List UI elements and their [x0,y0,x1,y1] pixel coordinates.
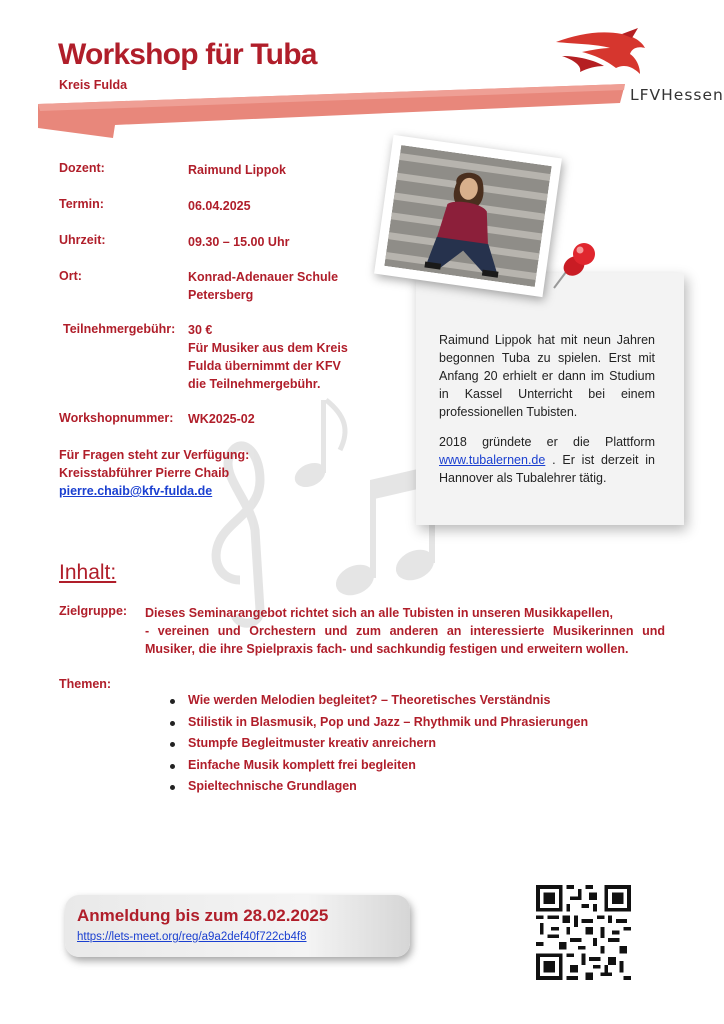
contact-block [59,446,249,500]
zielgruppe-rest: - vereinen und Orchestern und zum anderen an interessierte Musikerinnen und Musiker, die ihre Spielpraxis fach- und sachkundig festigen und erweitern wollen. [145,624,665,656]
anmeldung-title: Anmeldung bis zum 28.02.2025 [77,906,329,925]
contact-email-link[interactable]: pierre.chaib@kfv-fulda.de [59,484,213,498]
dozent-label: Dozent: [59,161,105,175]
zielgruppe-text [145,604,665,658]
gebuehr-note-1: Für Musiker aus dem Kreis [188,341,348,355]
bio-para2-post: . Er ist derzeit in Hannover als Tubalehrer tätig. [439,453,655,485]
bio-paragraph-2 [439,433,655,487]
inhalt-heading: Inhalt: [59,561,117,584]
themen-item: Spieltechnische Grundlagen [168,779,588,801]
contact-line-1: Für Fragen steht zur Verfügung: [59,448,250,462]
themen-label: Themen: [59,677,112,691]
gebuehr-amount: 30 € [188,323,213,337]
ort-line-2: Petersberg [188,288,254,302]
anmeldung-link[interactable]: https://lets-meet.org/reg/a9a2def40f722cb4f8 [77,931,307,943]
uhrzeit-label: Uhrzeit: [59,233,106,247]
ort-line-1: Konrad-Adenauer Schule [188,270,339,284]
zielgruppe-line-1: Dieses Seminarangebot richtet sich an alle Tubisten in unseren Musikkapellen, [145,606,613,620]
themen-item: Wie werden Melodien begleitet? – Theoretisches Verständnis [168,693,588,715]
themen-item: Einfache Musik komplett frei begleiten [168,758,588,780]
termin-value: 06.04.2025 [188,199,251,213]
themen-item: Stumpfe Begleitmuster kreativ anreichern [168,736,588,758]
bio-paragraph-1: Raimund Lippok hat mit neun Jahren begonnen Tuba zu spielen. Erst mit Anfang 20 erhielt er dann im Studium in Kassel Unterricht bei einem professionellen Tubisten. [439,333,655,419]
bio-para2-pre: 2018 gründete er die Plattform [439,435,655,449]
contact-line-2: Kreisstabführer Pierre Chaib [59,466,230,480]
lfv-logo-text: LFVHessen [630,86,724,104]
workshopnummer-value: WK2025-02 [188,412,255,426]
gebuehr-note-2: Fulda übernimmt der KFV [188,359,341,373]
termin-label: Termin: [59,197,104,211]
dozent-value: Raimund Lippok [188,163,286,177]
bio-text [439,331,655,499]
instructor-photo-image [384,145,551,287]
gebuehr-label: Teilnehmergebühr: [63,322,176,336]
lfv-logo-icon [552,26,647,84]
zielgruppe-label: Zielgruppe: [59,604,128,618]
themen-list [168,693,588,801]
page-title: Workshop für Tuba [58,38,317,71]
anmeldung-box [65,895,410,957]
uhrzeit-value: 09.30 – 15.00 Uhr [188,235,290,249]
ort-label: Ort: [59,269,82,283]
gebuehr-note-3: die Teilnehmergebühr. [188,377,321,391]
themen-item: Stilistik in Blasmusik, Pop und Jazz – Rhythmik und Phrasierungen [168,715,588,737]
qr-code[interactable] [536,885,631,980]
pushpin-icon [540,238,600,298]
ort-value [188,268,338,304]
workshopnummer-label: Workshopnummer: [59,411,174,425]
page-subtitle: Kreis Fulda [59,78,128,92]
gebuehr-value [188,321,348,393]
tubalernen-link[interactable]: www.tubalernen.de [439,453,546,467]
instructor-photo [374,135,562,297]
